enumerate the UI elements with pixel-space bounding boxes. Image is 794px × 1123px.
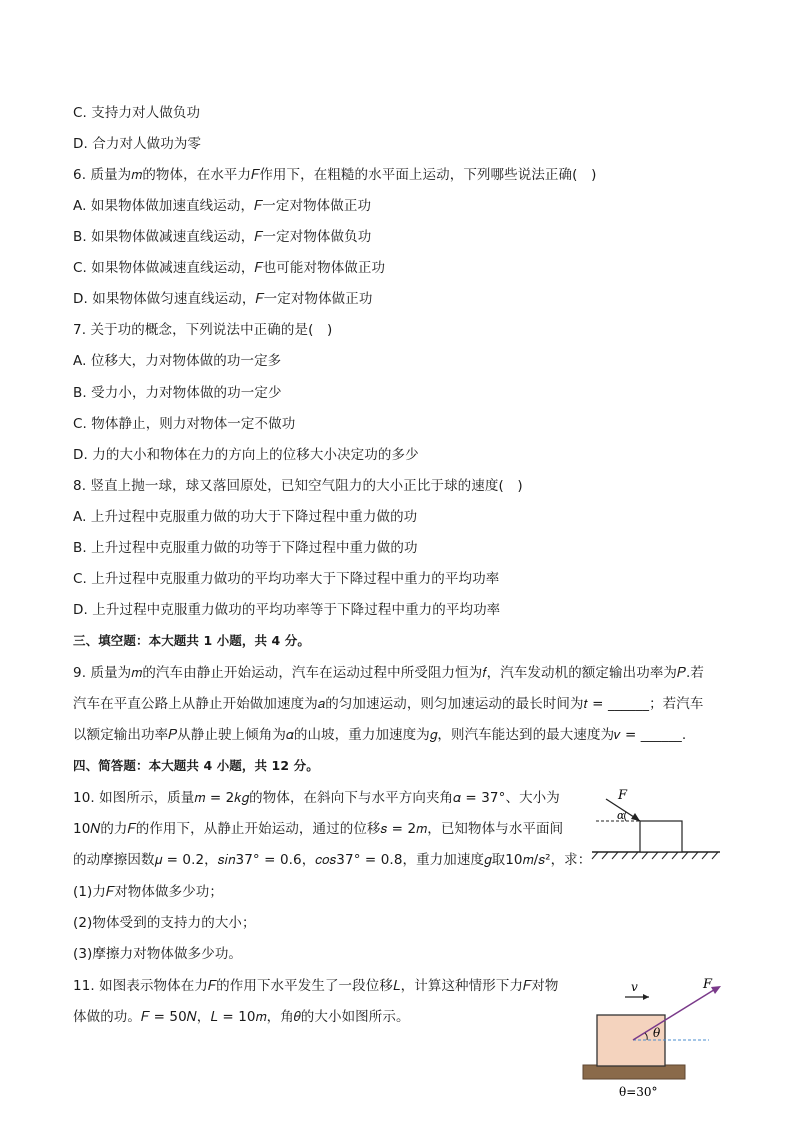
option-7d: D. 力的大小和物体在力的方向上的位移大小决定功的多少 bbox=[73, 447, 419, 463]
figure-block-force-angle bbox=[575, 972, 725, 1103]
question-9-line-3: 以额定输出功率𝑃从静止驶上倾角为𝛼的山坡，重力加速度为𝑔，则汽车能达到的最大速度为𝑣 = ______. bbox=[73, 727, 687, 743]
force-label: F bbox=[618, 788, 628, 803]
question-10-part-3: (3)摩擦力对物体做多少功。 bbox=[73, 946, 243, 962]
option-8c: C. 上升过程中克服重力做功的平均功率大于下降过程中重力的平均功率 bbox=[73, 571, 500, 587]
question-9-line-2: 汽车在平直公路上从静止开始做加速度为𝑎的匀加速运动，则匀加速运动的最长时间为𝑡 = ______；若汽车 bbox=[73, 696, 704, 712]
option-8b: B. 上升过程中克服重力做的功等于下降过程中重力做的功 bbox=[73, 540, 418, 556]
force-label: F bbox=[703, 977, 713, 992]
option-6a: A. 如果物体做加速直线运动，𝐹一定对物体做正功 bbox=[73, 198, 372, 214]
option-6b: B. 如果物体做减速直线运动，𝐹一定对物体做负功 bbox=[73, 229, 372, 245]
arrowhead bbox=[631, 813, 640, 821]
question-8: 8. 竖直上抛一球，球又落回原处，已知空气阻力的大小正比于球的速度( ) bbox=[73, 478, 523, 494]
option-8a: A. 上升过程中克服重力做的功大于下降过程中重力做的功 bbox=[73, 509, 418, 525]
velocity-label: v bbox=[631, 980, 638, 994]
option-6d: D. 如果物体做匀速直线运动，𝐹一定对物体做正功 bbox=[73, 291, 373, 307]
question-10-line-2: 10𝑁的力𝐹的作用下，从静止开始运动，通过的位移𝑠 = 2𝑚，已知物体与水平面间 bbox=[73, 821, 564, 837]
angle-label: θ bbox=[653, 1026, 661, 1040]
angle-label: α bbox=[617, 809, 625, 822]
option-5c: C. 支持力对人做负功 bbox=[73, 105, 201, 121]
block bbox=[640, 821, 682, 852]
question-11-line-1: 11. 如图表示物体在力𝐹的作用下水平发生了一段位移𝐿，计算这种情形下力𝐹对物 bbox=[73, 978, 559, 994]
question-9-line-1: 9. 质量为𝑚的汽车由静止开始运动，汽车在运动过程中所受阻力恒为𝑓，汽车发动机的额定输出功率为𝑃.若 bbox=[73, 665, 704, 681]
question-10-line-3: 的动摩擦因数𝜇 = 0.2，𝑠𝑖𝑛37° = 0.6，𝑐𝑜𝑠37° = 0.8，重力加速度𝑔取10𝑚/𝑠²，求： bbox=[73, 852, 592, 868]
question-10-part-1: (1)力𝐹对物体做多少功； bbox=[73, 884, 224, 900]
question-7: 7. 关于功的概念，下列说法中正确的是( ) bbox=[73, 322, 333, 338]
angle-arc bbox=[625, 812, 627, 821]
section-fill-in-heading: 三、填空题：本大题共 1 小题，共 4 分。 bbox=[73, 633, 311, 648]
option-7c: C. 物体静止，则力对物体一定不做功 bbox=[73, 416, 296, 432]
option-7a: A. 位移大，力对物体做的功一定多 bbox=[73, 353, 282, 369]
question-10-line-1: 10. 如图所示，质量𝑚 = 2𝑘𝑔的物体，在斜向下与水平方向夹角𝛼 = 37°、大小为 bbox=[73, 790, 560, 806]
ground-slab bbox=[583, 1065, 685, 1079]
question-10-part-2: (2)物体受到的支持力的大小； bbox=[73, 915, 256, 931]
velocity-arrowhead bbox=[643, 994, 649, 1000]
option-8d: D. 上升过程中克服重力做功的平均功率等于下降过程中重力的平均功率 bbox=[73, 602, 501, 618]
option-6c: C. 如果物体做减速直线运动，𝐹也可能对物体做正功 bbox=[73, 260, 386, 276]
option-5d: D. 合力对人做功为零 bbox=[73, 136, 202, 152]
figure-incline-force-block bbox=[588, 785, 724, 865]
figure-caption: θ=30° bbox=[619, 1085, 658, 1099]
question-11-line-2: 体做的功。𝐹 = 50𝑁，𝐿 = 10𝑚，角𝜃的大小如图所示。 bbox=[73, 1009, 410, 1025]
option-7b: B. 受力小，力对物体做的功一定少 bbox=[73, 385, 282, 401]
question-6: 6. 质量为𝑚的物体，在水平力𝐹作用下，在粗糙的水平面上运动，下列哪些说法正确( ) bbox=[73, 167, 597, 183]
section-short-answer-heading: 四、简答题：本大题共 4 小题，共 12 分。 bbox=[73, 758, 319, 773]
ground-hatching bbox=[592, 852, 718, 859]
